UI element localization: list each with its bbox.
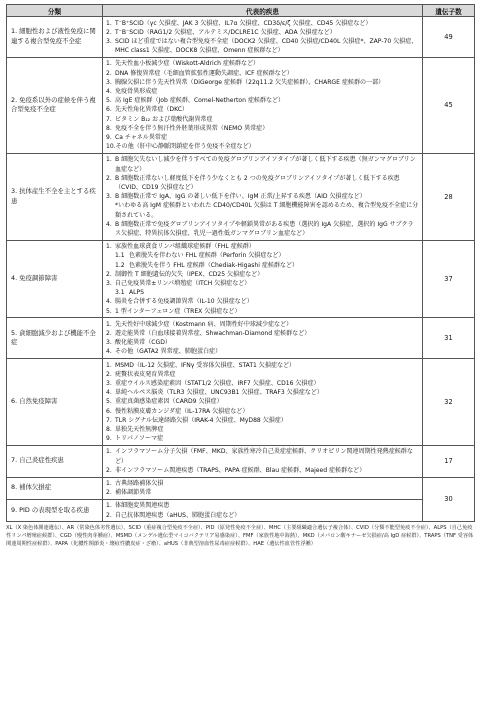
item-number: 2. xyxy=(106,511,112,519)
diseases-cell xyxy=(103,240,423,318)
disease-item xyxy=(106,220,419,238)
item-text: 疣贅状表皮発育異常症 xyxy=(115,370,176,378)
table-row xyxy=(7,318,475,359)
disease-item xyxy=(106,397,419,406)
item-number: 8. xyxy=(106,124,112,132)
disease-item xyxy=(106,425,419,434)
category-cell: 9. PID の表現型を取る疾患 xyxy=(7,499,103,521)
disease-item xyxy=(106,379,419,388)
table-row xyxy=(7,477,475,499)
table-row xyxy=(7,57,475,153)
item-text: 先天性角化異常症（DKC） xyxy=(115,106,188,114)
disease-item xyxy=(106,416,419,425)
diseases-cell xyxy=(103,359,423,446)
item-number: 1. xyxy=(106,320,112,328)
disease-item xyxy=(106,338,419,347)
diseases-cell xyxy=(103,499,423,521)
item-number: 3. xyxy=(106,380,112,388)
item-number: 7. xyxy=(106,416,112,424)
item-text: 体細胞変異関連疾患 xyxy=(115,502,170,510)
disease-item xyxy=(106,388,419,397)
item-number: 6. xyxy=(106,407,112,415)
category-cell: 2. 免疫系以外の症候を伴う複合型免疫不全症 xyxy=(7,57,103,153)
item-text: 先天性血小板減少症（Wiskott-Aldrich 症候群など） xyxy=(115,60,260,68)
item-number: 3.1 xyxy=(115,289,125,297)
table-row xyxy=(7,153,475,240)
item-number: 4. xyxy=(106,87,112,95)
diseases-cell xyxy=(103,153,423,240)
item-text: 遊走能異常（白血球接着異常症、Shwachman-Diamond 症候群など） xyxy=(115,330,311,337)
disease-item xyxy=(106,105,419,114)
disease-item xyxy=(106,87,419,96)
disease-item xyxy=(106,19,419,28)
item-text: T⁻B⁻SCID（RAG1/2 欠損症、アルテミス/DCLRE1C 欠損症、ADA 欠損症など） xyxy=(115,28,336,36)
disease-item xyxy=(106,434,419,443)
disease-item xyxy=(106,466,419,475)
item-number: 5. xyxy=(106,97,112,105)
disease-item xyxy=(106,270,419,279)
disease-item xyxy=(106,297,419,306)
item-number: 10. xyxy=(106,143,116,151)
item-number: 3. xyxy=(106,279,112,287)
disease-subitem xyxy=(106,261,419,270)
category-cell: 1. 細胞性および液性免疫に関連する複合型免疫不全症 xyxy=(7,17,103,58)
disease-item xyxy=(106,511,419,520)
disease-item xyxy=(106,370,419,379)
disease-item xyxy=(106,155,419,173)
gene-count-cell: 49 xyxy=(423,17,475,58)
item-number: 1. xyxy=(106,243,112,251)
gene-count-cell: 17 xyxy=(423,445,475,477)
disease-subitem xyxy=(106,251,419,260)
item-number: 1. xyxy=(106,361,112,369)
item-number: 2. xyxy=(106,370,112,378)
gene-count-cell: 32 xyxy=(423,359,475,446)
item-number: 2. xyxy=(106,330,112,337)
item-text: Ca チャネル異常症 xyxy=(115,133,167,141)
diseases-cell xyxy=(103,57,423,153)
table-row xyxy=(7,17,475,58)
item-number: 4. xyxy=(106,298,112,306)
disease-item xyxy=(106,133,419,142)
category-cell: 4. 免疫調節障害 xyxy=(7,240,103,318)
item-text: 単独先天性無脾症 xyxy=(115,426,164,434)
header-gene-count: 遺伝子数 xyxy=(423,5,475,17)
item-text: T⁻B⁺SCID（γc 欠損症、JAK 3 欠損症、IL7α 欠損症、CD3δ/ε/ζ 欠損症、CD45 欠損症など） xyxy=(115,19,372,27)
diseases-cell xyxy=(103,445,423,477)
item-text: 重症ウイルス感染症素因（STAT1/2 欠損症、IRF7 欠損症、CD16 欠損症） xyxy=(115,380,320,388)
gene-count-cell: 45 xyxy=(423,57,475,153)
item-number: 2. xyxy=(106,174,112,182)
item-number: 5. xyxy=(106,307,112,315)
item-text: インフラマソーム分子欠損（FMF、MKD、家族性寒冷自己炎症症候群、クリオピリン関連周期性発熱症候群など） xyxy=(115,448,413,465)
disease-item xyxy=(106,488,419,497)
item-text: 自己免疫異常±リンパ増殖症（ITCH 欠損症など） xyxy=(115,279,251,287)
item-text: 免疫骨異形成症 xyxy=(115,87,158,95)
item-text: B 細胞数正常で IgA、IgG の著しい低下を伴い、IgM 正常/上昇する疾患（AID 欠損症など） xyxy=(115,193,366,201)
item-text: トリパノソーマ症 xyxy=(115,435,164,443)
item-number: 3. xyxy=(106,193,112,201)
item-text: 家族性血球貪食リンパ組織球症候群（FHL 症候群） xyxy=(115,243,255,251)
item-number: 1.2 xyxy=(115,261,125,269)
item-number: 1. xyxy=(106,480,112,488)
diseases-cell xyxy=(103,318,423,359)
item-number: 2. xyxy=(106,69,112,77)
disease-item xyxy=(106,320,419,329)
item-text: 胸腺欠損に伴う先天性異常（DiGeorge 症候群（22q11.2 欠失症候群）、CHARGE 症候群の一部） xyxy=(115,78,385,86)
table-row xyxy=(7,445,475,477)
diseases-cell xyxy=(103,17,423,58)
item-text: DNA 修復異常症（毛細血管拡張性運動失調症、ICF 症候群など） xyxy=(115,69,293,77)
item-text: 色素脱失を伴わない FHL 症候群（Perforin 欠損症など） xyxy=(129,252,285,260)
item-number: 8. xyxy=(106,426,112,434)
table-row xyxy=(7,499,475,521)
category-cell: 3. 抗体産生不全を主とする疾患 xyxy=(7,153,103,240)
disease-item xyxy=(106,37,419,55)
item-number: 3. xyxy=(106,37,112,45)
disease-item xyxy=(106,279,419,288)
pid-classification-table xyxy=(6,4,475,522)
gene-count-cell: 30 xyxy=(423,477,475,522)
item-number: 9. xyxy=(106,133,112,141)
item-text: 先天性好中球減少症（Kostmann 病、周期性好中球減少症など） xyxy=(115,320,293,328)
item-number: 9. xyxy=(106,435,112,443)
item-number: 3. xyxy=(106,339,112,347)
item-text: ビタミン B₁₂ および葉酸代謝異常症 xyxy=(115,115,213,123)
item-text: TLR シグナル伝達経路欠損（IRAK-4 欠損症、MyD88 欠損症） xyxy=(115,416,287,424)
diseases-cell xyxy=(103,477,423,499)
item-number: 2. xyxy=(106,270,112,278)
table-row xyxy=(7,359,475,446)
item-number: 1. xyxy=(106,19,112,27)
disease-item xyxy=(106,361,419,370)
disease-item xyxy=(106,124,419,133)
item-number: 2. xyxy=(106,466,112,474)
page xyxy=(6,4,474,549)
disease-item xyxy=(106,329,419,338)
item-number: 4. xyxy=(106,389,112,397)
item-number: 6. xyxy=(106,106,112,114)
header-diseases: 代表的疾患 xyxy=(103,5,423,17)
item-number: 1. xyxy=(106,448,112,456)
item-text: B 細胞欠失ないし減少を伴うすべての免疫グロブリンアイソタイプが著しく低下する疾患（無ガンマグロブリン血症など） xyxy=(115,156,416,173)
table-row xyxy=(7,240,475,318)
disease-item xyxy=(106,501,419,510)
item-number: 1.1 xyxy=(115,252,125,260)
item-text: 制御性 T 細胞遺伝的欠失（IPEX、CD25 欠損症など） xyxy=(115,270,264,278)
gene-count-cell: 31 xyxy=(423,318,475,359)
item-text: 非インフラマソーム関連疾患（TRAPS、PAPA 症候群、Blau 症候群、Majeed 症候群など） xyxy=(115,466,366,474)
item-text: ALPS xyxy=(129,289,144,297)
item-text: 補体調節異常 xyxy=(115,489,152,497)
item-text: 1 型インターフェロン症（TREX 欠損症など） xyxy=(115,307,241,315)
disease-item xyxy=(106,59,419,68)
table-body xyxy=(7,17,475,522)
item-text: その他（GATA2 異常症、肺胞蛋白症） xyxy=(115,348,222,356)
item-text: 単純ヘルペス脳炎（TLR3 欠損症、UNC93B1 欠損症、TRAF3 欠損症など） xyxy=(115,389,323,397)
item-number: 1. xyxy=(106,502,112,510)
item-text: 酸化能異常（CGD） xyxy=(115,339,171,347)
item-text: 腸炎を合併する免疫調節異常（IL-10 欠損症など） xyxy=(115,298,253,306)
item-number: 7. xyxy=(106,115,112,123)
disease-item xyxy=(106,407,419,416)
header-row xyxy=(7,5,475,17)
disease-item xyxy=(106,242,419,251)
disease-item xyxy=(106,142,419,151)
item-text: 自己抗体関連疾患（aHUS、肺胞蛋白症など） xyxy=(115,511,241,519)
disease-subitem xyxy=(106,288,419,297)
footnote: XL（X 染色体関連遺伝）、AR（常染色体劣性遺伝）、SCID（重症複合型免疫不全症）、PID（原発性免疫不全症）、MHC（主要組織適合遺伝子複合体）、CVID（分類不能型免疫不全症）、ALPS（自己免疫性リンパ増殖症候群）、CGD（慢性肉芽腫症）、MSMD（メンデル遺伝型マイコバクテリア易感染症）、FMF（家族性地中海熱）、MKD（メバロン酸キナーゼ欠損症/高 IgD 症候群）、TRAPS（TNF 受容体関連周期性症候群）、PAPA（化膿性関節炎・壊疽性膿皮症・ざ瘡）、aHUS（非典型溶血性尿毒症症候群）、HAE（遺伝性血管性浮腫） xyxy=(6,525,474,547)
item-number: 4. xyxy=(106,348,112,356)
item-text: B 細胞数正常ないし軽度低下を伴う少なくとも 2 つの免疫グロブリンアイソタイプが著しく低下する疾患（CVID、CD19 欠損症など） xyxy=(115,174,400,191)
category-cell: 6. 自然免疫障害 xyxy=(7,359,103,446)
item-number: 3. xyxy=(106,78,112,86)
item-text: B 細胞数正常で免疫グロブリンアイソタイプや軽鎖異常がある疾患（選択的 IgA 欠損症、選択的 IgG サブクラス欠損症、特異抗体欠損症、乳児一過性低ガンマグロブリン血症など） xyxy=(115,220,414,237)
item-text: 色素脱失を伴う FHL 症候群（Chediak-Higashi 症候群など） xyxy=(129,261,299,269)
category-cell: 5. 貪細胞減少および機能不全症 xyxy=(7,318,103,359)
item-text: 慢性粘膜皮膚カンジダ症（IL-17RA 欠損症など） xyxy=(115,407,249,415)
item-text: 免疫不全を伴う無汗性外胚葉形成異常（NEMO 異常症） xyxy=(115,124,269,132)
footnote-marker-note: *いわゆる高 IgM 症候群といわれた CD40/CD40L 欠損は T 細胞機能障害を認めるため、複合型免疫不全症に分類されている。 xyxy=(115,202,419,219)
disease-item xyxy=(106,307,419,316)
disease-item xyxy=(106,192,419,201)
disease-item xyxy=(106,447,419,465)
item-text: MSMD（IL-12 欠損症、IFNγ 受容体欠損症、STAT1 欠損症など） xyxy=(115,361,296,369)
item-number: 4. xyxy=(106,220,112,228)
header-category: 分類 xyxy=(7,5,103,17)
category-cell: 8. 補体欠損症 xyxy=(7,477,103,499)
gene-count-cell: 28 xyxy=(423,153,475,240)
item-text: SCID ほど重症ではない複合型免疫不全症（DOCK2 欠損症、CD40 欠損症/CD40L 欠損症*、ZAP-70 欠損症、MHC class1 欠損症、DOCK8 欠損症、Omenn 症候群など） xyxy=(115,37,418,55)
item-text: 古典経路補体欠損 xyxy=(115,480,164,488)
item-text: その他（肝中心静脈閉鎖症を伴う免疫不全症など） xyxy=(115,143,255,151)
item-number: 1. xyxy=(106,156,112,164)
disease-item xyxy=(106,96,419,105)
disease-item xyxy=(106,479,419,488)
disease-item xyxy=(106,347,419,356)
disease-item xyxy=(106,28,419,37)
disease-item xyxy=(106,69,419,78)
disease-item xyxy=(106,174,419,192)
category-cell: 7. 自己炎症性疾患 xyxy=(7,445,103,477)
item-number: 1. xyxy=(106,60,112,68)
item-text: 高 IgE 症候群（Job 症候群、Comel-Netherton 症候群など） xyxy=(115,97,285,105)
gene-count-cell: 37 xyxy=(423,240,475,318)
disease-item xyxy=(106,115,419,124)
item-number: 2. xyxy=(106,28,112,36)
item-number: 2. xyxy=(106,489,112,497)
item-text: 重症真菌感染症素因（CARD9 欠損症） xyxy=(115,398,223,406)
disease-item xyxy=(106,78,419,87)
item-number: 5. xyxy=(106,398,112,406)
